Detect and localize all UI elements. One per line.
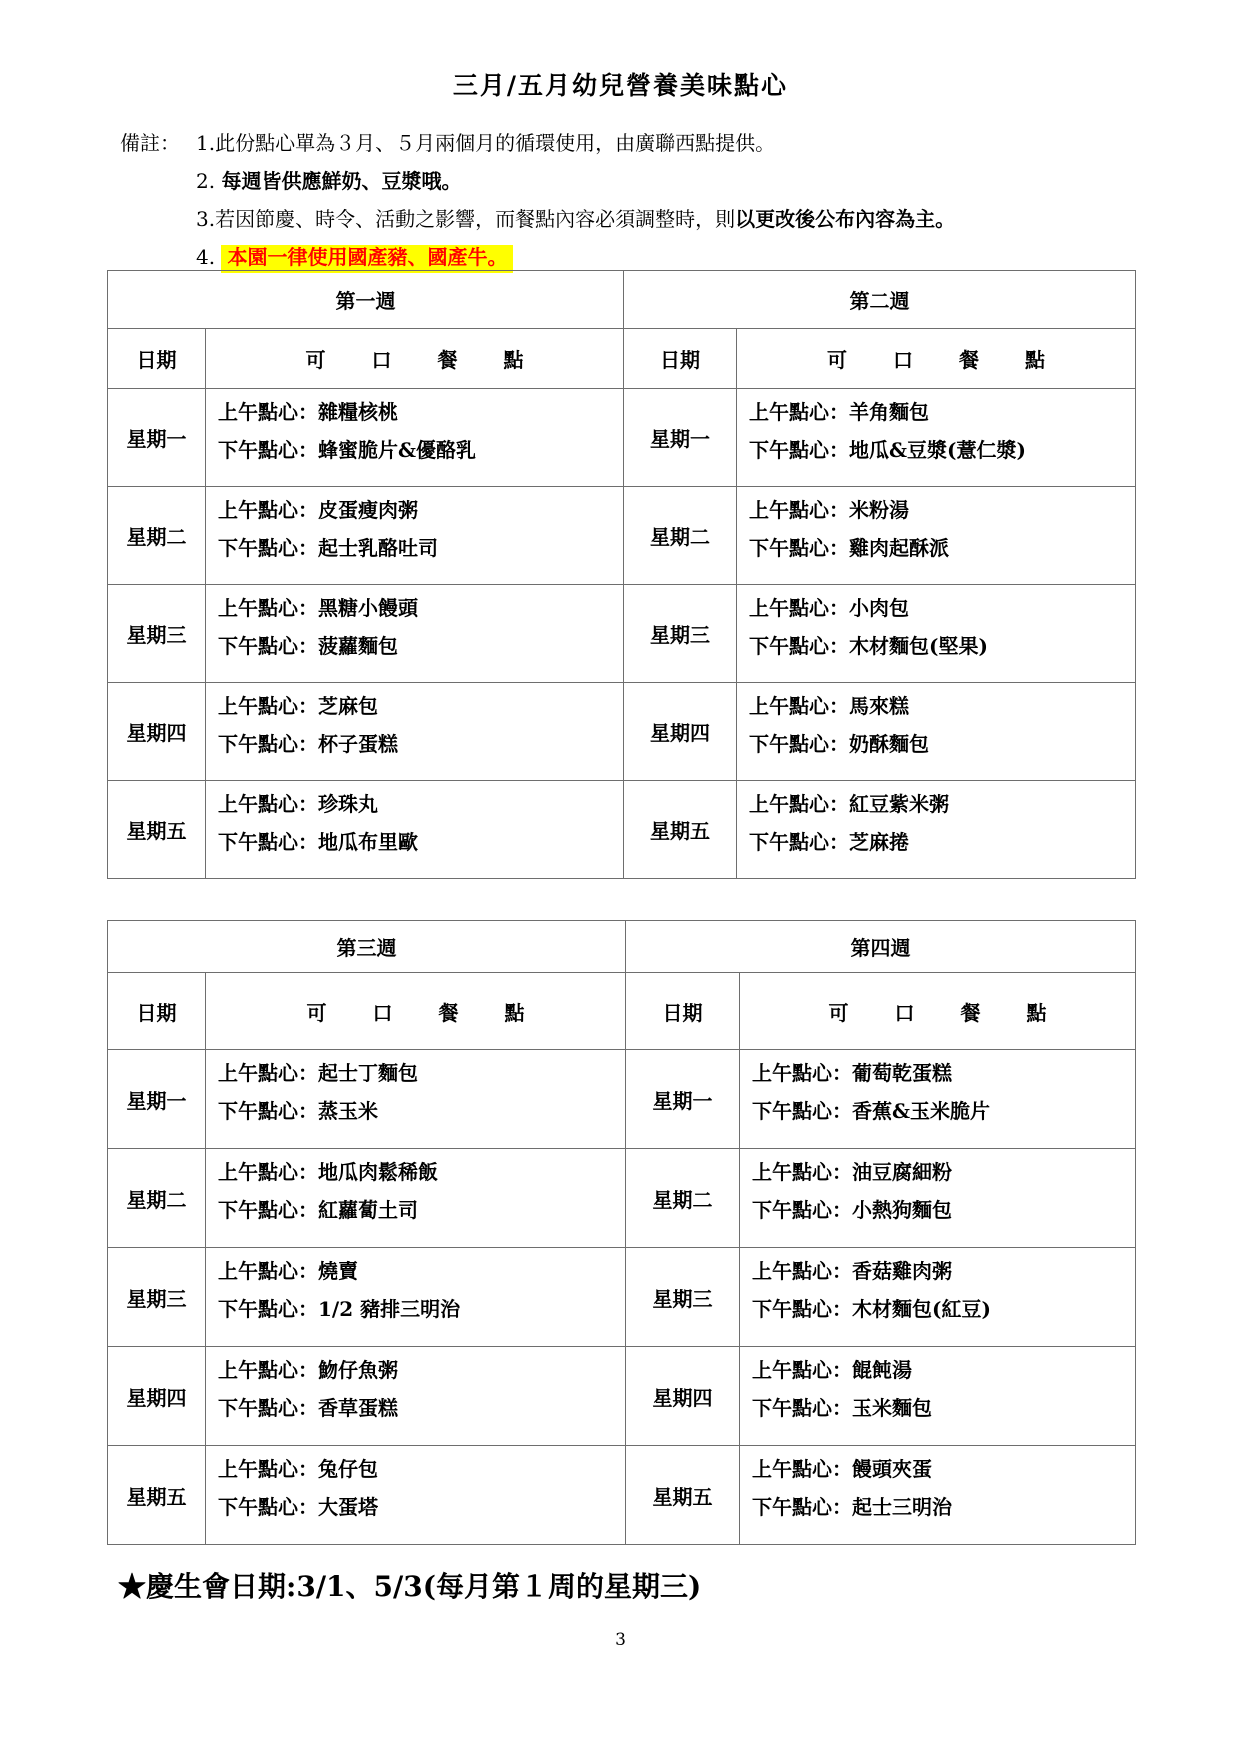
food-cell [737,389,1136,487]
day-cell: 星期三 [108,1248,206,1347]
am-snack: 上午點心：芝麻包 [218,694,378,718]
food-cell [206,683,624,781]
pm-snack: 下午點心：小熱狗麵包 [752,1198,952,1222]
am-snack: 上午點心：馬來糕 [749,694,909,718]
pm-snack: 下午點心：雞肉起酥派 [749,536,949,560]
day-cell: 星期四 [108,1347,206,1446]
day-cell: 星期四 [108,683,206,781]
food-cell [206,1248,626,1347]
food-header: 可口餐點 [206,973,626,1050]
pm-snack: 下午點心：地瓜布里歐 [218,830,418,854]
page-number: 3 [615,1630,626,1650]
day-cell: 星期四 [624,683,737,781]
menu-table-weeks-3-4 [107,920,1136,1545]
food-cell [740,1446,1136,1545]
food-header: 可口餐點 [737,329,1136,389]
pm-snack: 下午點心：杯子蛋糕 [218,732,398,756]
am-snack: 上午點心：餛飩湯 [752,1358,912,1382]
page-title: 三月/五月幼兒營養美味點心 [452,71,789,100]
birthday-text: 慶生會日期:3/1、5/3(每月第１周的星期三) [146,1570,702,1603]
food-header: 可口餐點 [740,973,1136,1050]
table-row [108,1149,1136,1248]
am-snack: 上午點心：香菇雞肉粥 [752,1259,952,1283]
food-cell [206,1446,626,1545]
food-cell [740,1347,1136,1446]
day-cell: 星期三 [108,585,206,683]
week-label: 第一週 [108,271,624,329]
menu-table-weeks-1-2 [107,270,1136,879]
week-label: 第三週 [108,921,626,973]
am-snack: 上午點心：起士丁麵包 [218,1061,418,1085]
note-number: 2. [196,169,216,193]
food-cell [737,781,1136,879]
pm-snack: 下午點心：蒸玉米 [218,1099,378,1123]
notes-label: 備註： [120,131,180,155]
table-row [108,1347,1136,1446]
date-header: 日期 [108,329,206,389]
note-2 [120,162,955,200]
pm-snack: 下午點心：大蛋塔 [218,1495,378,1519]
day-cell: 星期五 [108,1446,206,1545]
food-cell [740,1149,1136,1248]
am-snack: 上午點心：燒賣 [218,1259,358,1283]
am-snack: 上午點心：葡萄乾蛋糕 [752,1061,952,1085]
food-cell [206,1149,626,1248]
table-row [108,585,1136,683]
note-text: 若因節慶、時令、活動之影響，而餐點內容必須調整時，則 [215,207,736,231]
note-number: 4. [196,245,216,269]
day-cell: 星期五 [108,781,206,879]
day-cell: 星期五 [624,781,737,879]
am-snack: 上午點心：雜糧核桃 [218,400,398,424]
table-row [108,683,1136,781]
day-cell: 星期二 [108,487,206,585]
pm-snack: 下午點心：紅蘿蔔土司 [218,1198,418,1222]
am-snack: 上午點心：兔仔包 [218,1457,378,1481]
table-row [108,1248,1136,1347]
food-cell [206,1050,626,1149]
date-header: 日期 [626,973,740,1050]
food-cell [737,683,1136,781]
table-row [108,487,1136,585]
am-snack: 上午點心：小肉包 [749,596,909,620]
food-cell [740,1248,1136,1347]
day-cell: 星期五 [626,1446,740,1545]
am-snack: 上午點心：魩仔魚粥 [218,1358,398,1382]
note-text: 每週皆供應鮮奶、豆漿哦。 [221,169,462,193]
day-cell: 星期二 [108,1149,206,1248]
am-snack: 上午點心：皮蛋瘦肉粥 [218,498,418,522]
am-snack: 上午點心：紅豆紫米粥 [749,792,949,816]
note-number: 1. [196,131,216,155]
pm-snack: 下午點心：香草蛋糕 [218,1396,398,1420]
day-cell: 星期一 [626,1050,740,1149]
food-cell [737,585,1136,683]
pm-snack: 下午點心：芝麻捲 [749,830,909,854]
pm-snack: 下午點心：1/2 豬排三明治 [218,1297,461,1321]
food-cell [206,389,624,487]
pm-snack: 下午點心：起士乳酪吐司 [218,536,438,560]
am-snack: 上午點心：饅頭夾蛋 [752,1457,932,1481]
date-header: 日期 [108,973,206,1050]
highlighted-note: 本園一律使用國產豬、國產牛。 [221,245,513,273]
am-snack: 上午點心：黑糖小饅頭 [218,596,418,620]
pm-snack: 下午點心：玉米麵包 [752,1396,932,1420]
pm-snack: 下午點心：地瓜&豆漿(薏仁漿) [749,438,1026,462]
week-label: 第四週 [626,921,1136,973]
pm-snack: 下午點心：香蕉&玉米脆片 [752,1099,991,1123]
day-cell: 星期三 [624,585,737,683]
am-snack: 上午點心：羊角麵包 [749,400,929,424]
am-snack: 上午點心：地瓜肉鬆稀飯 [218,1160,438,1184]
note-text-bold: 以更改後公布內容為主。 [735,207,956,231]
food-cell [740,1050,1136,1149]
day-cell: 星期三 [626,1248,740,1347]
food-header: 可口餐點 [206,329,624,389]
day-cell: 星期一 [108,389,206,487]
food-cell [206,1347,626,1446]
date-header: 日期 [624,329,737,389]
note-3 [120,200,955,238]
day-cell: 星期二 [626,1149,740,1248]
week-label: 第二週 [624,271,1136,329]
day-cell: 星期四 [626,1347,740,1446]
day-cell: 星期一 [624,389,737,487]
note-text: 此份點心單為３月、５月兩個月的循環使用，由廣聯西點提供。 [215,131,776,155]
pm-snack: 下午點心：木材麵包(堅果) [749,634,988,658]
table-row [108,781,1136,879]
pm-snack: 下午點心：起士三明治 [752,1495,952,1519]
day-cell: 星期二 [624,487,737,585]
table-row [108,1050,1136,1149]
am-snack: 上午點心：珍珠丸 [218,792,378,816]
pm-snack: 下午點心：奶酥麵包 [749,732,929,756]
notes-section [120,124,955,276]
day-cell: 星期一 [108,1050,206,1149]
am-snack: 上午點心：油豆腐細粉 [752,1160,952,1184]
pm-snack: 下午點心：木材麵包(紅豆) [752,1297,991,1321]
food-cell [206,781,624,879]
note-number: 3. [196,207,216,231]
pm-snack: 下午點心：菠蘿麵包 [218,634,398,658]
birthday-note [118,1565,701,1605]
am-snack: 上午點心：米粉湯 [749,498,909,522]
note-1 [120,124,955,162]
food-cell [737,487,1136,585]
food-cell [206,487,624,585]
star-icon: ★ [118,1570,147,1603]
pm-snack: 下午點心：蜂蜜脆片&優酪乳 [218,438,477,462]
table-row [108,389,1136,487]
table-row [108,1446,1136,1545]
food-cell [206,585,624,683]
